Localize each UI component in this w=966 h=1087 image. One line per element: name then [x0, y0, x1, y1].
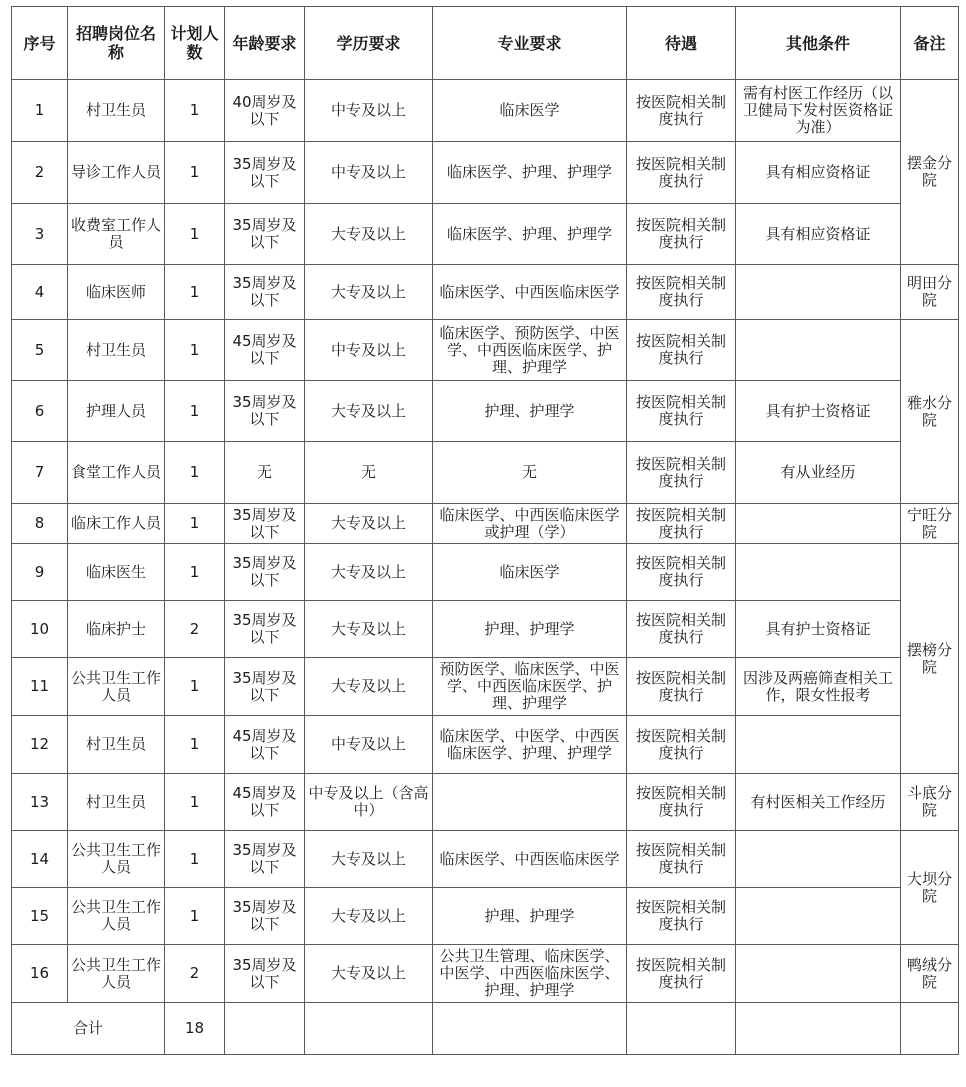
cell-education: 大专及以上 — [305, 381, 433, 442]
cell-other — [736, 716, 901, 774]
cell-pay: 按医院相关制度执行 — [627, 658, 736, 716]
cell-major: 护理、护理学 — [433, 888, 627, 945]
cell-branch-note: 摆金分院 — [901, 80, 959, 265]
cell-age: 35周岁及以下 — [225, 381, 305, 442]
cell-other — [736, 320, 901, 381]
cell-major: 护理、护理学 — [433, 601, 627, 658]
cell-branch-note: 明田分院 — [901, 265, 959, 320]
cell-post: 村卫生员 — [68, 716, 165, 774]
cell-major: 临床医学、中西医临床医学或护理（学） — [433, 504, 627, 544]
table-row — [12, 204, 959, 265]
table-row — [12, 504, 959, 544]
total-empty — [305, 1003, 433, 1055]
table-row — [12, 888, 959, 945]
cell-no: 8 — [12, 504, 68, 544]
cell-pay: 按医院相关制度执行 — [627, 80, 736, 142]
cell-branch-note: 斗底分院 — [901, 774, 959, 831]
cell-age: 35周岁及以下 — [225, 504, 305, 544]
cell-education: 大专及以上 — [305, 601, 433, 658]
cell-age: 35周岁及以下 — [225, 544, 305, 601]
cell-post: 导诊工作人员 — [68, 142, 165, 204]
cell-no: 6 — [12, 381, 68, 442]
cell-pay: 按医院相关制度执行 — [627, 381, 736, 442]
header-major: 专业要求 — [433, 7, 627, 80]
cell-post: 临床医师 — [68, 265, 165, 320]
cell-branch-note: 雅水分院 — [901, 320, 959, 504]
cell-no: 14 — [12, 831, 68, 888]
cell-branch-note: 宁旺分院 — [901, 504, 959, 544]
cell-no: 13 — [12, 774, 68, 831]
cell-no: 12 — [12, 716, 68, 774]
cell-other — [736, 265, 901, 320]
total-count: 18 — [165, 1003, 225, 1055]
cell-post: 食堂工作人员 — [68, 442, 165, 504]
total-label: 合计 — [12, 1003, 165, 1055]
cell-no: 7 — [12, 442, 68, 504]
cell-other — [736, 888, 901, 945]
total-empty — [901, 1003, 959, 1055]
cell-count: 1 — [165, 658, 225, 716]
cell-major: 临床医学、中西医临床医学 — [433, 265, 627, 320]
cell-age: 35周岁及以下 — [225, 945, 305, 1003]
cell-pay: 按医院相关制度执行 — [627, 265, 736, 320]
cell-other: 需有村医工作经历（以卫健局下发村医资格证为准） — [736, 80, 901, 142]
table-row — [12, 142, 959, 204]
cell-pay: 按医院相关制度执行 — [627, 504, 736, 544]
cell-no: 4 — [12, 265, 68, 320]
cell-education: 大专及以上 — [305, 544, 433, 601]
cell-other: 具有相应资格证 — [736, 204, 901, 265]
table-row — [12, 544, 959, 601]
cell-age: 35周岁及以下 — [225, 888, 305, 945]
cell-education: 大专及以上 — [305, 658, 433, 716]
cell-other: 有村医相关工作经历 — [736, 774, 901, 831]
cell-no: 15 — [12, 888, 68, 945]
cell-other: 有从业经历 — [736, 442, 901, 504]
cell-no: 1 — [12, 80, 68, 142]
cell-education: 中专及以上（含高中） — [305, 774, 433, 831]
recruitment-table — [11, 6, 959, 1055]
cell-age: 45周岁及以下 — [225, 716, 305, 774]
cell-education: 大专及以上 — [305, 504, 433, 544]
table-row — [12, 442, 959, 504]
total-empty — [736, 1003, 901, 1055]
cell-pay: 按医院相关制度执行 — [627, 204, 736, 265]
table-row — [12, 831, 959, 888]
cell-no: 10 — [12, 601, 68, 658]
total-empty — [433, 1003, 627, 1055]
cell-post: 公共卫生工作人员 — [68, 945, 165, 1003]
table-row — [12, 381, 959, 442]
cell-pay: 按医院相关制度执行 — [627, 544, 736, 601]
cell-branch-note: 鸭绒分院 — [901, 945, 959, 1003]
cell-age: 35周岁及以下 — [225, 204, 305, 265]
cell-major: 预防医学、临床医学、中医学、中西医临床医学、护理、护理学 — [433, 658, 627, 716]
cell-pay: 按医院相关制度执行 — [627, 716, 736, 774]
cell-count: 1 — [165, 142, 225, 204]
cell-age: 45周岁及以下 — [225, 320, 305, 381]
header-other: 其他条件 — [736, 7, 901, 80]
cell-no: 16 — [12, 945, 68, 1003]
table-row — [12, 265, 959, 320]
cell-post: 临床工作人员 — [68, 504, 165, 544]
cell-major: 公共卫生管理、临床医学、中医学、中西医临床医学、护理、护理学 — [433, 945, 627, 1003]
cell-age: 35周岁及以下 — [225, 658, 305, 716]
cell-major: 无 — [433, 442, 627, 504]
cell-age: 35周岁及以下 — [225, 601, 305, 658]
cell-post: 临床医生 — [68, 544, 165, 601]
cell-education: 大专及以上 — [305, 204, 433, 265]
cell-other: 具有护士资格证 — [736, 601, 901, 658]
total-empty — [627, 1003, 736, 1055]
cell-other: 具有护士资格证 — [736, 381, 901, 442]
cell-other: 因涉及两癌筛查相关工作，限女性报考 — [736, 658, 901, 716]
header-note: 备注 — [901, 7, 959, 80]
table-row — [12, 658, 959, 716]
cell-education: 无 — [305, 442, 433, 504]
cell-pay: 按医院相关制度执行 — [627, 831, 736, 888]
cell-major: 临床医学、预防医学、中医学、中西医临床医学、护理、护理学 — [433, 320, 627, 381]
cell-age: 40周岁及以下 — [225, 80, 305, 142]
header-count: 计划人数 — [165, 7, 225, 80]
cell-major — [433, 774, 627, 831]
cell-age: 35周岁及以下 — [225, 831, 305, 888]
cell-count: 1 — [165, 774, 225, 831]
cell-pay: 按医院相关制度执行 — [627, 888, 736, 945]
cell-major: 临床医学、中医学、中西医临床医学、护理、护理学 — [433, 716, 627, 774]
table-row — [12, 320, 959, 381]
cell-major: 临床医学 — [433, 544, 627, 601]
cell-pay: 按医院相关制度执行 — [627, 774, 736, 831]
cell-education: 中专及以上 — [305, 320, 433, 381]
cell-count: 1 — [165, 716, 225, 774]
cell-count: 1 — [165, 831, 225, 888]
header-age: 年龄要求 — [225, 7, 305, 80]
cell-no: 9 — [12, 544, 68, 601]
cell-major: 临床医学、护理、护理学 — [433, 142, 627, 204]
cell-count: 1 — [165, 204, 225, 265]
cell-age: 无 — [225, 442, 305, 504]
table-row — [12, 601, 959, 658]
cell-post: 公共卫生工作人员 — [68, 831, 165, 888]
cell-count: 2 — [165, 601, 225, 658]
cell-education: 大专及以上 — [305, 831, 433, 888]
cell-pay: 按医院相关制度执行 — [627, 142, 736, 204]
cell-post: 临床护士 — [68, 601, 165, 658]
cell-pay: 按医院相关制度执行 — [627, 601, 736, 658]
cell-major: 临床医学 — [433, 80, 627, 142]
cell-no: 3 — [12, 204, 68, 265]
header-row — [12, 7, 959, 80]
cell-age: 35周岁及以下 — [225, 265, 305, 320]
cell-no: 11 — [12, 658, 68, 716]
cell-education: 大专及以上 — [305, 888, 433, 945]
table-row — [12, 716, 959, 774]
cell-post: 公共卫生工作人员 — [68, 658, 165, 716]
cell-post: 村卫生员 — [68, 80, 165, 142]
cell-post: 村卫生员 — [68, 320, 165, 381]
cell-count: 1 — [165, 381, 225, 442]
cell-branch-note: 大坝分院 — [901, 831, 959, 945]
cell-other — [736, 504, 901, 544]
cell-education: 中专及以上 — [305, 716, 433, 774]
cell-pay: 按医院相关制度执行 — [627, 442, 736, 504]
cell-other — [736, 945, 901, 1003]
cell-count: 2 — [165, 945, 225, 1003]
cell-count: 1 — [165, 544, 225, 601]
header-post: 招聘岗位名称 — [68, 7, 165, 80]
cell-no: 5 — [12, 320, 68, 381]
cell-count: 1 — [165, 80, 225, 142]
cell-education: 中专及以上 — [305, 80, 433, 142]
cell-other — [736, 831, 901, 888]
header-no: 序号 — [12, 7, 68, 80]
header-pay: 待遇 — [627, 7, 736, 80]
cell-pay: 按医院相关制度执行 — [627, 320, 736, 381]
cell-major: 临床医学、护理、护理学 — [433, 204, 627, 265]
cell-branch-note: 摆榜分院 — [901, 544, 959, 774]
header-education: 学历要求 — [305, 7, 433, 80]
cell-count: 1 — [165, 442, 225, 504]
cell-age: 45周岁及以下 — [225, 774, 305, 831]
cell-other — [736, 544, 901, 601]
total-empty — [225, 1003, 305, 1055]
table-row — [12, 945, 959, 1003]
cell-count: 1 — [165, 265, 225, 320]
cell-education: 中专及以上 — [305, 142, 433, 204]
cell-major: 护理、护理学 — [433, 381, 627, 442]
table-row — [12, 80, 959, 142]
cell-count: 1 — [165, 320, 225, 381]
cell-count: 1 — [165, 504, 225, 544]
cell-education: 大专及以上 — [305, 945, 433, 1003]
cell-pay: 按医院相关制度执行 — [627, 945, 736, 1003]
cell-other: 具有相应资格证 — [736, 142, 901, 204]
cell-post: 村卫生员 — [68, 774, 165, 831]
cell-post: 护理人员 — [68, 381, 165, 442]
cell-count: 1 — [165, 888, 225, 945]
table-body — [12, 80, 959, 1003]
total-row — [12, 1003, 959, 1055]
cell-post: 公共卫生工作人员 — [68, 888, 165, 945]
cell-major: 临床医学、中西医临床医学 — [433, 831, 627, 888]
cell-education: 大专及以上 — [305, 265, 433, 320]
cell-post: 收费室工作人员 — [68, 204, 165, 265]
table-row — [12, 774, 959, 831]
cell-no: 2 — [12, 142, 68, 204]
cell-age: 35周岁及以下 — [225, 142, 305, 204]
